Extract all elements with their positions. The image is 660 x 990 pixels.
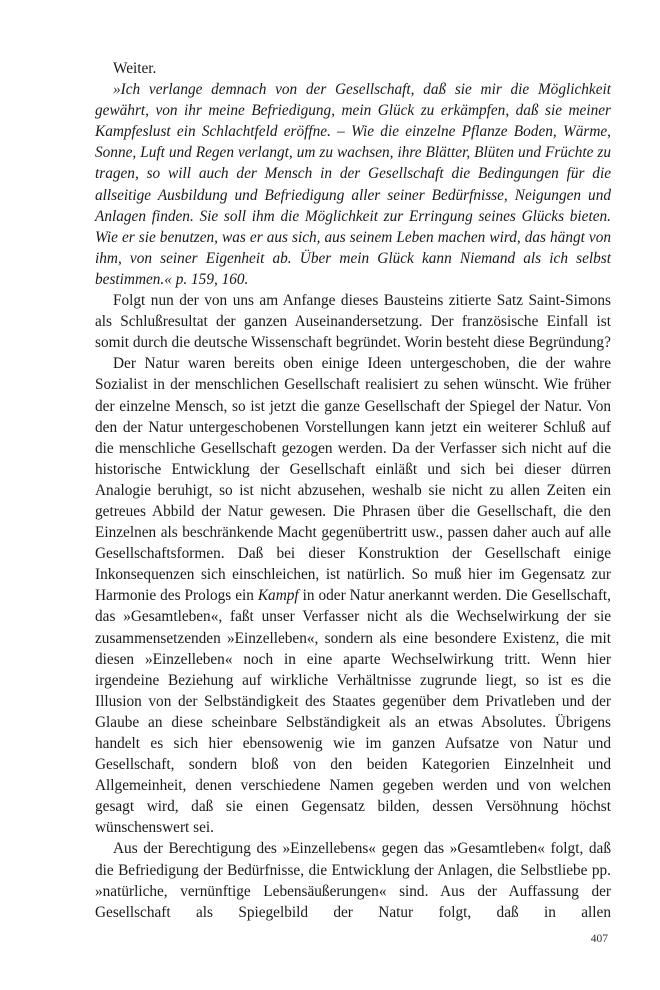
paragraph-berechtigung: Aus der Berechtigung des »Einzellebens« gegen das »Gesamtleben« folgt, daß die Befriedigung der Bedürfnisse, die Entwicklung der Anlagen, die Selbstliebe pp. »natürliche, vernünftige Lebensäußerungen« sind. Aus der Auffassung der Gesellschaft als Spiegelbild der Natur folgt, daß in allen [95,840,611,921]
paragraph-saint-simon: Folgt nun der von uns am Anfange dieses Bausteins zitierte Satz Saint-Simons als Schlußresultat der ganzen Auseinandersetzung. Der französische Einfall ist somit durch die deutsche Wissenschaft begründet. Worin besteht diese Begründung? [95,292,611,352]
quoted-passage: »Ich verlange demnach von der Gesellschaft, daß sie mir die Möglichkeit gewährt, von ihr meine Befriedigung, mein Glück zu erkämpfen, daß sie meiner Kampfeslust ein Schlachtfeld eröffne. – Wie die einzelne Pflanze Boden, Wärme, Sonne, Luft und Regen verlangt, um zu wachsen, ihre Blätter, Blüten und Früchte zu tragen, so will auch der Mensch in der Gesellschaft die Bedingungen für die allseitige Ausbildung und Befriedigung aller seiner Bedürfnisse, Neigungen und Anlagen finden. Sie soll ihm die Möglichkeit zur Erringung seines Glücks bieten. Wie er sie benutzen, was er aus sich, aus seinem Leben machen wird, das hängt von ihm, von seiner Eigenheit ab. Über mein Glück kann Niemand als ich selbst bestimmen.« p. 159, 160. [95,81,611,288]
page-number: 407 [590,933,608,945]
paragraph-natur-part-2: in oder Natur anerkannt werden. Die Gesellschaft, das »Gesamtleben«, faßt unser Verfasser nicht als die Wechselwirkung der sie zusammensetzenden »Einzelleben«, sondern als eine besondere Existenz, die mit diesen »Einzelleben« noch in eine aparte Wechselwirkung tritt. Wenn hier irgendeine Beziehung auf wirkliche Verhältnisse zugrunde liegt, so ist es die Illusion von der Selbständigkeit des Staates gegenüber dem Privatleben und der Glaube an diese scheinbare Selbständigkeit als an etwas Absolutes. Übrigens handelt es sich hier ebensowenig wie im ganzen Aufsatze von Natur und Gesellschaft, sondern bloß von den beiden Kategorien Einzelnheit und Allgemeinheit, denen verschiedene Namen gegeben werden und von welchen gesagt wird, daß sie einen Gegensatz bilden, dessen Versöhnung höchst wünschenswert sei. [95,587,611,837]
paragraph-natur [95,353,611,838]
book-page-body [95,58,611,923]
paragraph-weiter: Weiter. [113,60,157,77]
paragraph-natur-part-1: Der Natur waren bereits oben einige Ideen untergeschoben, die der wahre Sozialist in der menschlichen Gesellschaft realisiert zu sehen wünscht. Wie früher der einzelne Mensch, so ist jetzt die ganze Gesellschaft der Spiegel der Natur. Von den der Natur untergeschobenen Vorstellungen kann jetzt ein weiterer Schluß auf die menschliche Gesellschaft gezogen werden. Da der Verfasser sich nicht auf die historische Entwicklung der Gesellschaft einläßt und sich bei dieser dürren Analogie beruhigt, so ist nicht abzusehen, weshalb sie nicht zu allen Zeiten ein getreues Abbild der Natur gewesen. Die Phrasen über die Gesellschaft, die den Einzelnen als beschränkende Macht gegenübertritt usw., passen daher auch auf alle Gesellschaftsformen. Daß bei dieser Konstruktion der Gesellschaft einige Inkonsequenzen sich einschleichen, ist natürlich. So muß hier im Gegensatz zur Harmonie des Prologs ein [95,355,611,605]
emphasis-kampf: Kampf [257,587,299,605]
